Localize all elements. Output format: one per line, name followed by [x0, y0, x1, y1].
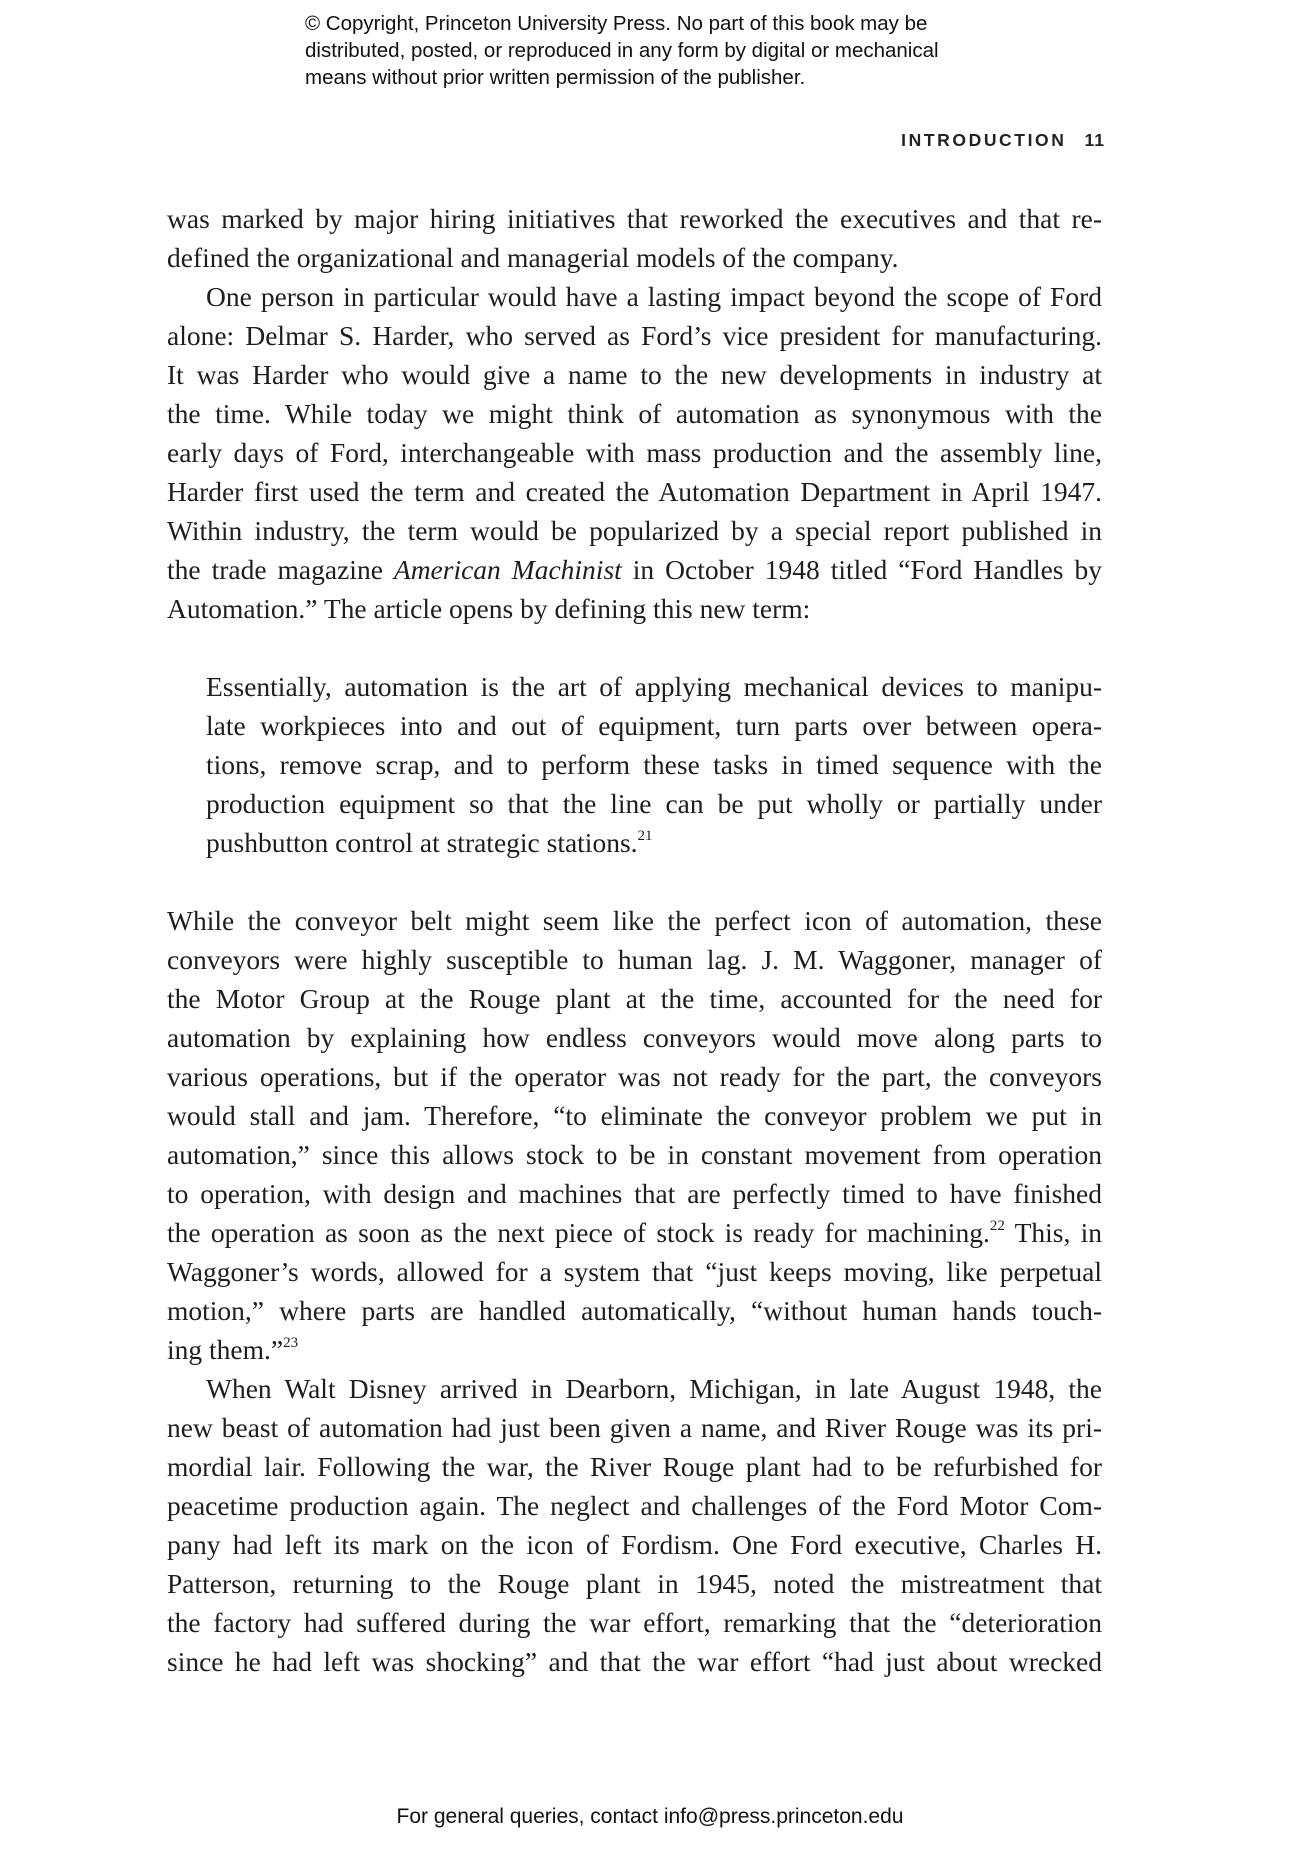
text-line: the Motor Group at the Rouge plant at the time, accounted for the need for	[167, 983, 1102, 1014]
text-line	[167, 1330, 1102, 1369]
magazine-title: American Machinist	[393, 554, 622, 585]
text-line: mordial lair. Following the war, the River Rouge plant had to be refurbished for	[167, 1451, 1102, 1482]
text-line: defined the organizational and managerial models of the company.	[167, 242, 899, 273]
text-line: early days of Ford, interchangeable with mass production and the assembly line,	[167, 437, 1102, 468]
text-span: in October 1948 titled “Ford Handles by	[621, 554, 1102, 585]
text-line: One person in particular would have a lasting impact beyond the scope of Ford	[206, 281, 1102, 312]
text-line: Within industry, the term would be popularized by a special report published in	[167, 515, 1102, 546]
text-line: the factory had suffered during the war effort, remarking that the “deterioration	[167, 1607, 1102, 1638]
block-quote	[206, 667, 1102, 862]
text-line: peacetime production again. The neglect and challenges of the Ford Motor Com-	[167, 1490, 1102, 1521]
text-line: When Walt Disney arrived in Dearborn, Michigan, in late August 1948, the	[206, 1373, 1102, 1404]
quote-line: Essentially, automation is the art of applying mechanical devices to manipu-	[206, 671, 1102, 702]
text-span: This, in	[1004, 1217, 1102, 1248]
copyright-line: means without prior written permission of the publisher.	[305, 66, 806, 89]
text-line: various operations, but if the operator was not ready for the part, the conveyors	[167, 1061, 1102, 1092]
copyright-line: distributed, posted, or reproduced in any form by digital or mechanical	[305, 39, 939, 62]
page-number: 11	[1084, 130, 1105, 150]
text-span: pushbutton control at strategic stations.	[206, 827, 638, 858]
text-line: to operation, with design and machines that are perfectly timed to have finished	[167, 1178, 1102, 1209]
text-line: Harder first used the term and created the Automation Department in April 1947.	[167, 476, 1102, 507]
quote-line: late workpieces into and out of equipment, turn parts over between opera-	[206, 710, 1102, 741]
text-line: was marked by major hiring initiatives that reworked the executives and that re-	[167, 203, 1102, 234]
text-line: since he had left was shocking” and that the war effort “had just about wrecked	[167, 1646, 1102, 1677]
section-title: INTRODUCTION	[901, 130, 1067, 150]
text-line: Automation.” The article opens by defining this new term:	[167, 593, 811, 624]
text-line: While the conveyor belt might seem like the perfect icon of automation, these	[167, 905, 1102, 936]
footnote-ref-21[interactable]: 21	[637, 828, 653, 844]
paragraph-1	[167, 199, 1102, 277]
text-line: would stall and jam. Therefore, “to eliminate the conveyor problem we put in	[167, 1100, 1102, 1131]
text-line: conveyors were highly susceptible to human lag. J. M. Waggoner, manager of	[167, 944, 1102, 975]
text-span: the trade magazine	[167, 554, 394, 585]
paragraph-4	[167, 1369, 1102, 1681]
text-line: motion,” where parts are handled automatically, “without human hands touch-	[167, 1295, 1102, 1326]
paragraph-3	[167, 901, 1102, 1369]
footnote-ref-22[interactable]: 22	[989, 1218, 1005, 1234]
paragraph-2	[167, 277, 1102, 628]
text-line: alone: Delmar S. Harder, who served as Ford’s vice president for manufacturing.	[167, 320, 1102, 351]
text-line: the time. While today we might think of automation as synonymous with the	[167, 398, 1102, 429]
text-span: ing them.”	[167, 1334, 284, 1365]
text-line: new beast of automation had just been given a name, and River Rouge was its pri-	[167, 1412, 1102, 1443]
quote-line	[206, 823, 1102, 862]
text-line: It was Harder who would give a name to the new developments in industry at	[167, 359, 1102, 390]
text-line	[167, 1213, 1102, 1252]
text-line: automation by explaining how endless conveyors would move along parts to	[167, 1022, 1102, 1053]
footer-contact: For general queries, contact info@press.princeton.edu	[396, 1805, 904, 1828]
quote-line: production equipment so that the line can be put wholly or partially under	[206, 788, 1102, 819]
copyright-notice	[305, 10, 1065, 91]
text-line: pany had left its mark on the icon of Fordism. One Ford executive, Charles H.	[167, 1529, 1102, 1560]
quote-line: tions, remove scrap, and to perform these tasks in timed sequence with the	[206, 749, 1102, 780]
text-span: the operation as soon as the next piece of stock is ready for machining.	[167, 1217, 990, 1248]
text-line: Waggoner’s words, allowed for a system that “just keeps moving, like perpetual	[167, 1256, 1102, 1287]
body-text	[167, 199, 1102, 1681]
text-line	[167, 550, 1102, 589]
footnote-ref-23[interactable]: 23	[283, 1335, 299, 1351]
text-line: Patterson, returning to the Rouge plant in 1945, noted the mistreatment that	[167, 1568, 1102, 1599]
text-line: automation,” since this allows stock to be in constant movement from operation	[167, 1139, 1102, 1170]
running-head	[901, 130, 1105, 151]
copyright-line: © Copyright, Princeton University Press. No part of this book may be	[305, 12, 928, 35]
